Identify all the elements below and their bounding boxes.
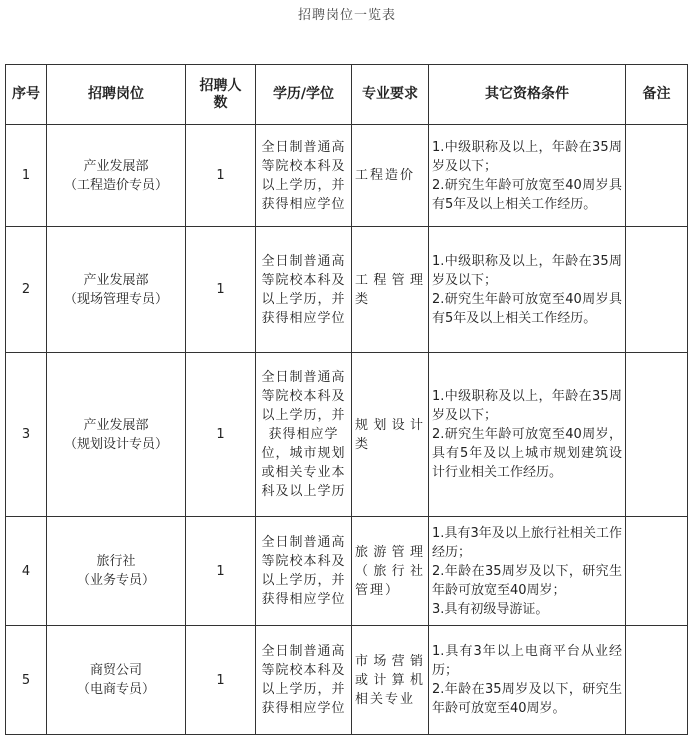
header-requirements: 其它资格条件 bbox=[429, 65, 626, 125]
position-dept: 商贸公司 bbox=[89, 663, 142, 678]
row-position bbox=[47, 517, 186, 626]
row-education: 全日制普通高等院校本科及以上学历，并获得相应学位 bbox=[256, 227, 352, 353]
row-requirements bbox=[429, 353, 626, 517]
table-row bbox=[6, 227, 688, 353]
row-no: 3 bbox=[6, 353, 47, 517]
row-major: 市场营销或计算机相关专业 bbox=[352, 626, 429, 735]
row-education: 全日制普通高等院校本科及以上学历，并获得相应学位，城市规划或相关专业本科及以上学历 bbox=[256, 353, 352, 517]
row-note bbox=[626, 353, 688, 517]
position-role: （现场管理专员） bbox=[63, 291, 168, 307]
requirement-item: 1.具有3年以上电商平台从业经历； bbox=[432, 644, 622, 678]
requirement-item: 1.中级职称及以上，年龄在35周岁及以下； bbox=[432, 139, 622, 174]
row-position bbox=[47, 626, 186, 735]
row-education: 全日制普通高等院校本科及以上学历，并获得相应学位 bbox=[256, 125, 352, 227]
position-dept: 旅行社 bbox=[96, 554, 136, 569]
position-role: （电商专员） bbox=[76, 682, 155, 697]
page-title: 招聘岗位一览表 bbox=[297, 8, 396, 23]
position-role: （工程造价专员） bbox=[63, 177, 168, 193]
row-major: 工程管理类 bbox=[352, 227, 429, 353]
table-row bbox=[6, 517, 688, 626]
table-row bbox=[6, 125, 688, 227]
row-no: 4 bbox=[6, 517, 47, 626]
position-role: （规划设计专员） bbox=[63, 436, 168, 452]
row-major: 工程造价 bbox=[352, 125, 429, 227]
requirement-item: 1.中级职称及以上，年龄在35周岁及以下； bbox=[432, 389, 622, 423]
position-role: （业务专员） bbox=[76, 573, 155, 588]
requirement-item: 1.中级职称及以上，年龄在35周岁及以下； bbox=[432, 253, 622, 288]
row-requirements bbox=[429, 125, 626, 227]
table-row bbox=[6, 353, 688, 517]
row-no: 2 bbox=[6, 227, 47, 353]
header-education: 学历/学位 bbox=[256, 65, 352, 125]
row-education: 全日制普通高等院校本科及以上学历，并获得相应学位 bbox=[256, 626, 352, 735]
row-count: 1 bbox=[186, 517, 256, 626]
position-dept: 产业发展部 bbox=[83, 417, 149, 433]
requirement-item: 1.具有3年及以上旅行社相关工作经历； bbox=[432, 525, 622, 560]
row-note bbox=[626, 626, 688, 735]
position-dept: 产业发展部 bbox=[83, 272, 149, 288]
row-major: 旅游管理（旅行社管理） bbox=[352, 517, 429, 626]
header-row bbox=[6, 65, 688, 125]
row-no: 5 bbox=[6, 626, 47, 735]
row-education: 全日制普通高等院校本科及以上学历，并获得相应学位 bbox=[256, 517, 352, 626]
requirement-item: 2.研究生年龄可放宽至40周岁，具有5年及以上城市规划建筑设计行业相关工作经历。 bbox=[432, 427, 622, 480]
row-requirements bbox=[429, 517, 626, 626]
row-major: 规划设计类 bbox=[352, 353, 429, 517]
row-position bbox=[47, 125, 186, 227]
row-position bbox=[47, 353, 186, 517]
row-requirements bbox=[429, 626, 626, 735]
requirement-item: 2.研究生年龄可放宽至40周岁具有5年及以上相关工作经历。 bbox=[432, 177, 622, 212]
requirement-item: 2.研究生年龄可放宽至40周岁具有5年及以上相关工作经历。 bbox=[432, 291, 622, 326]
table-row bbox=[6, 626, 688, 735]
row-count: 1 bbox=[186, 227, 256, 353]
row-requirements bbox=[429, 227, 626, 353]
row-no: 1 bbox=[6, 125, 47, 227]
header-note: 备注 bbox=[626, 65, 688, 125]
row-count: 1 bbox=[186, 626, 256, 735]
requirement-item: 2.年龄在35周岁及以下，研究生年龄可放宽至40周岁； bbox=[432, 563, 622, 598]
requirement-item: 2.年龄在35周岁及以下，研究生年龄可放宽至40周岁。 bbox=[432, 682, 622, 716]
row-count: 1 bbox=[186, 353, 256, 517]
header-no: 序号 bbox=[6, 65, 47, 125]
row-count: 1 bbox=[186, 125, 256, 227]
requirement-item: 3.具有初级导游证。 bbox=[432, 601, 549, 617]
row-note bbox=[626, 125, 688, 227]
header-position: 招聘岗位 bbox=[47, 65, 186, 125]
position-dept: 产业发展部 bbox=[83, 158, 149, 174]
recruitment-table bbox=[5, 64, 688, 735]
row-note bbox=[626, 517, 688, 626]
header-major: 专业要求 bbox=[352, 65, 429, 125]
row-position bbox=[47, 227, 186, 353]
header-count: 招聘人数 bbox=[186, 65, 256, 125]
row-note bbox=[626, 227, 688, 353]
